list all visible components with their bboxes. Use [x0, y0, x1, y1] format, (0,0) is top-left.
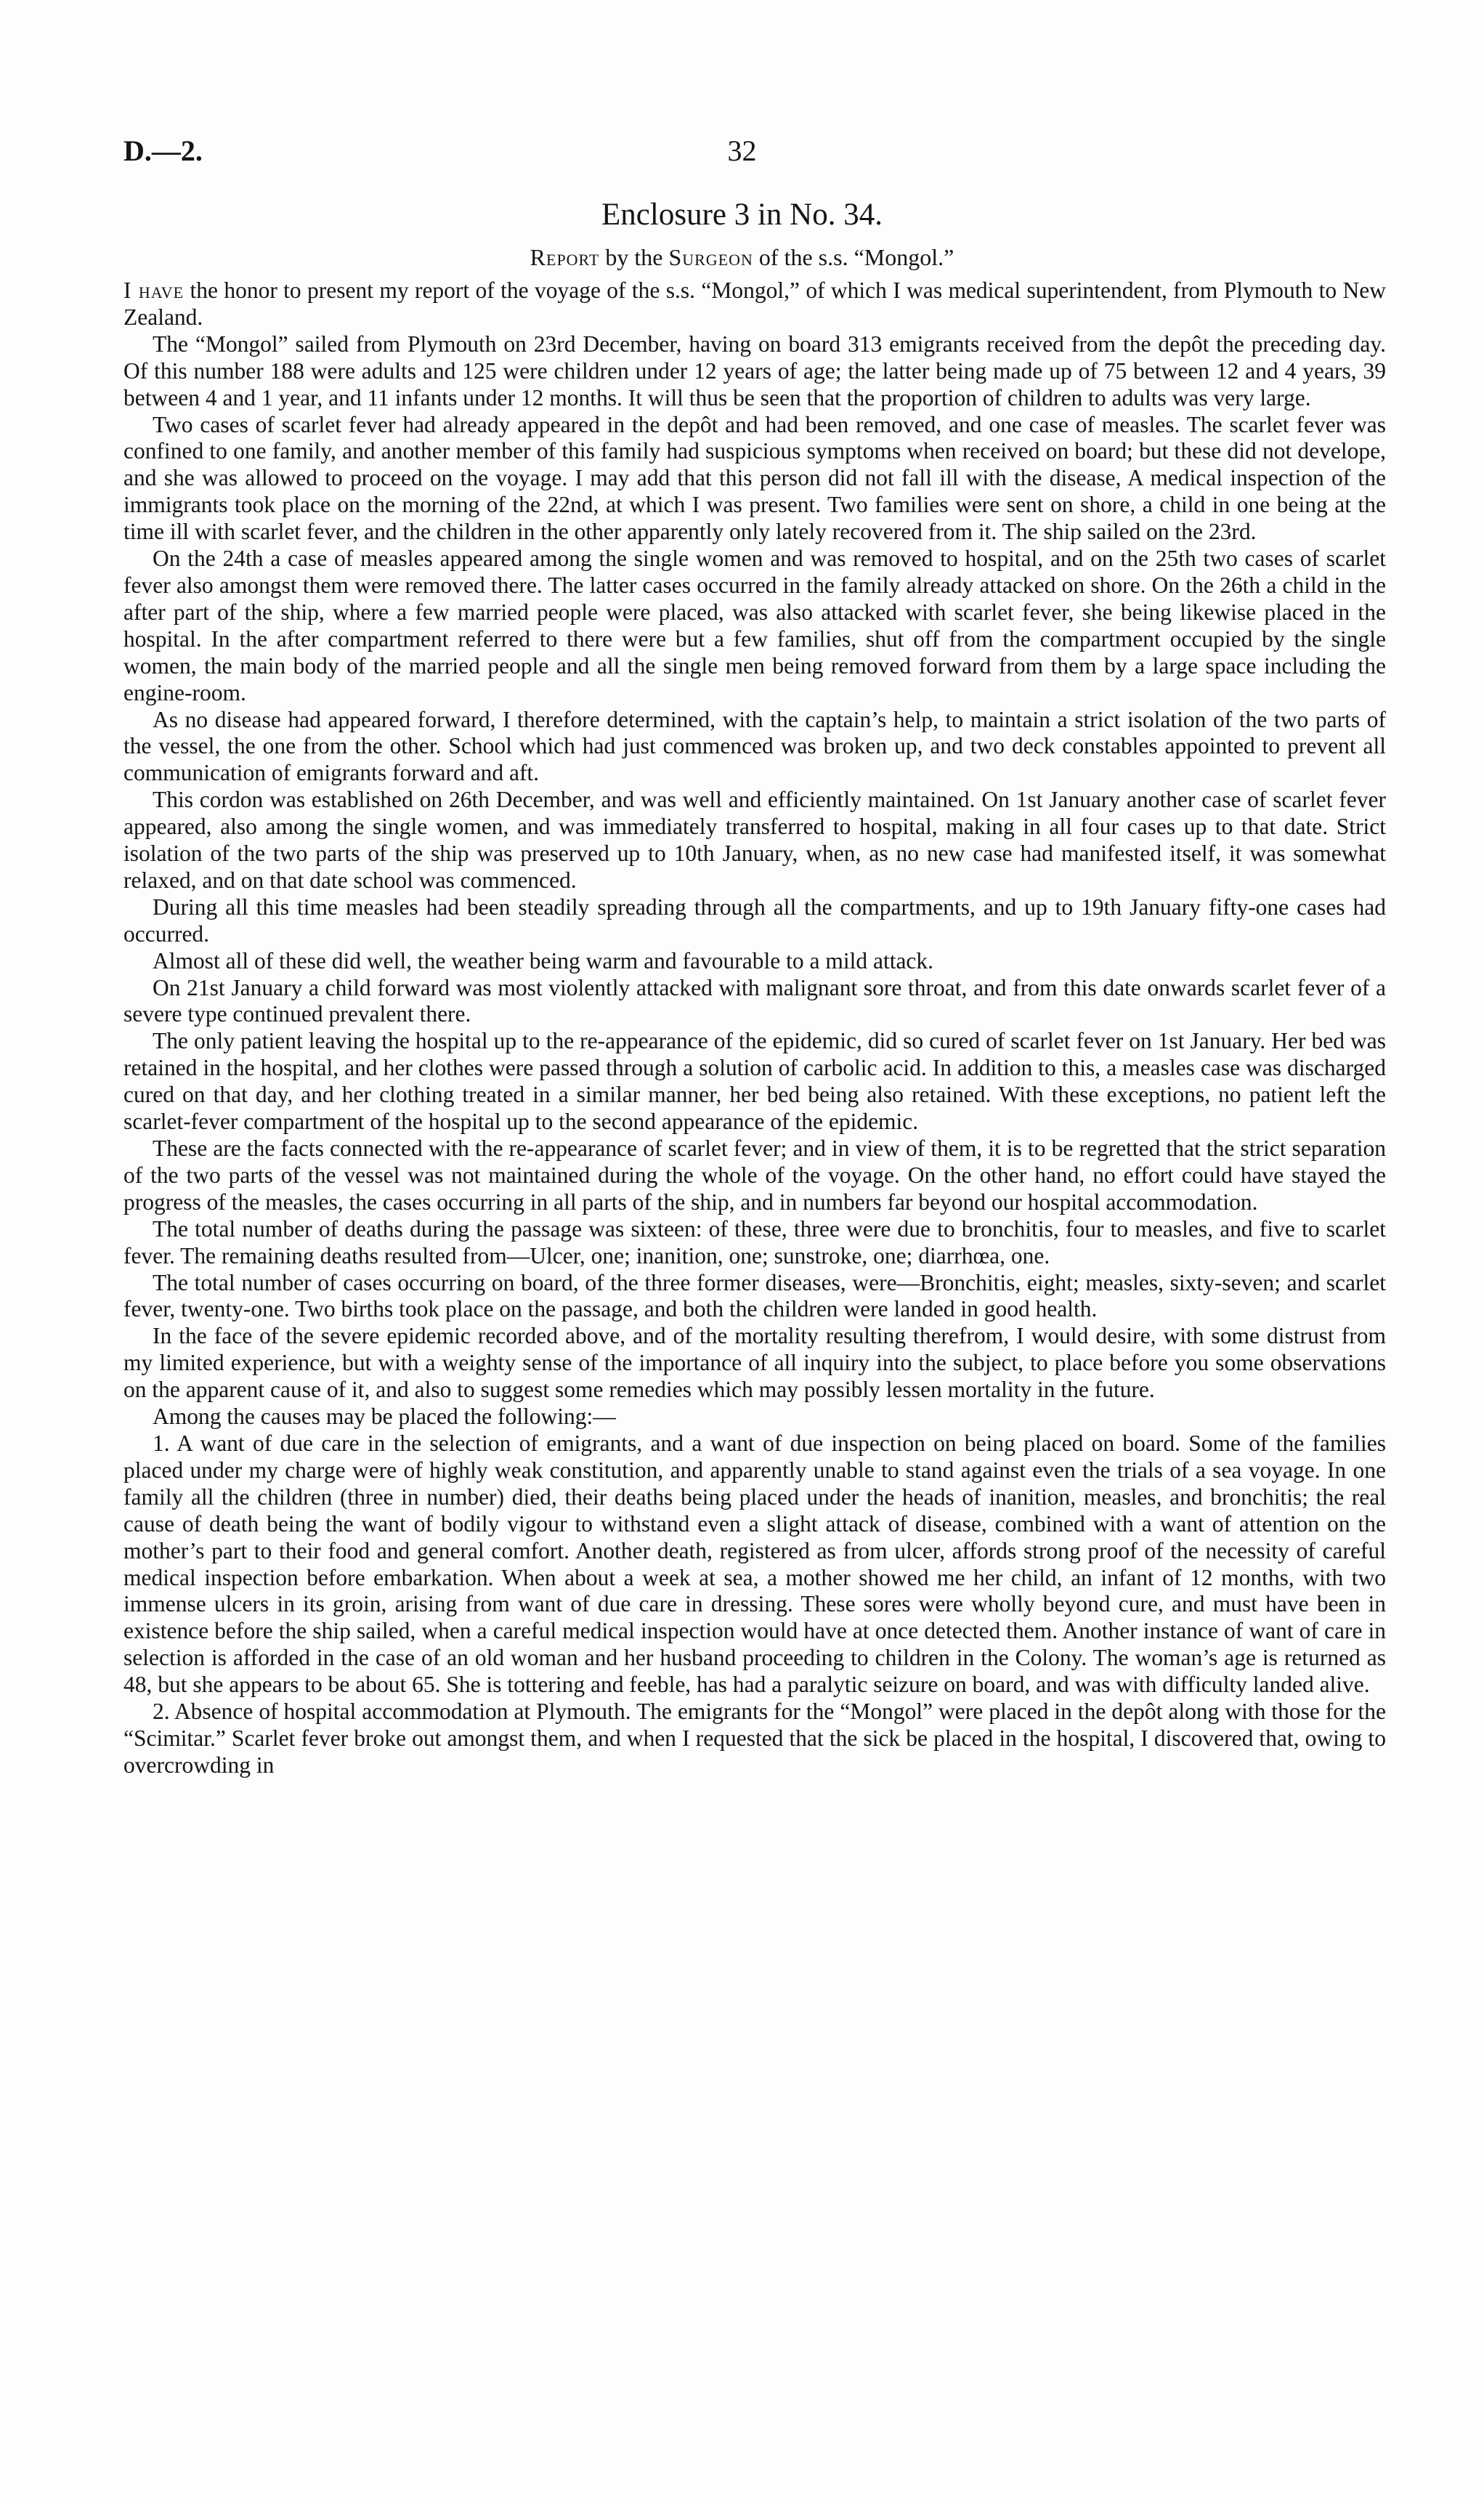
paragraph-causes: Among the causes may be placed the following:—	[153, 1404, 616, 1430]
paragraph-depot-cases: Two cases of scarlet fever had already appeared in the depôt and had been removed, and one case of measles. The scarlet fever was confined to one family, and another member of this family had suspicious symptoms when received on board; but these did not develope, and she was allowed to proceed on the voyage. I may add that this person did not fall ill with the disease, A medical inspection of the immigrants took place on the morning of the 22nd, at which I was present. Two families were sent on shore, a child in one being at the time ill with scarlet fever, and the children in the other apparently only lately recovered from it. The ship sailed on the 23rd.	[123, 411, 1386, 545]
paragraph-deaths: The total number of deaths during the passage was sixteen: of these, three were due to bronchitis, four to measles, and five to scarlet fever. The remaining deaths resulted from—Ulcer, one; inanition, one; sunstroke, one; diarrhœa, one.	[123, 1215, 1386, 1268]
paragraph-facts: These are the facts connected with the re-appearance of scarlet fever; and in view of them, it is to be regretted that the strict separation of the two parts of the vessel was not maintained during the whole of the voyage. On the other hand, no effort could have stayed the progress of the measles, the cases occurring in all parts of the ship, and in numbers far beyond our hospital accommodation.	[123, 1136, 1386, 1215]
opening-text: the honor to present my report of the voyage of the s.s. “Mongol,” of which I was medical superintendent, from Plymouth to New Zealand.	[123, 278, 1386, 330]
paragraph-isolation: As no disease had appeared forward, I therefore determined, with the captain’s help, to maintain a strict isolation of the two parts of the vessel, the one from the other. School which had just commenced was broken up, and two deck constables appointed to prevent all communication of emigrants forward and aft.	[123, 706, 1386, 786]
paragraph-epidemic: In the face of the severe epidemic recorded above, and of the mortality resulting therefrom, I would desire, with some distrust from my limited experience, but with a weighty sense of the importance of all inquiry into the subject, to place before you some observations on the apparent cause of it, and also to suggest some remedies which may possibly lessen mortality in the future.	[123, 1323, 1386, 1403]
paragraph-cases: The total number of cases occurring on board, of the three former diseases, were—Bronchitis, eight; measles, sixty-seven; and scarlet fever, twenty-one. Two births took place on the passage, and both the children were landed in good health.	[123, 1269, 1386, 1322]
paragraph-cause-1: 1. A want of due care in the selection of emigrants, and a want of due inspection on being placed on board. Some of the families placed under my charge were of highly weak constitution, and apparently unable to stand against even the trials of a sea voyage. In one family all the children (three in number) died, their deaths being placed under the heads of inanition, measles, and bronchitis; the real cause of death being the want of bodily vigour to withstand even a slight attack of disease, combined with a want of attention on the mother’s part to their food and general comfort. Another death, registered as from ulcer, affords strong proof of the necessity of careful medical inspection before embarkation. When about a week at sea, a mother showed me her child, an infant of 12 months, with two immense ulcers in its groin, arising from want of due care in dressing. These sores were wholly beyond cure, and must have been in existence before the ship sailed, when a careful medical inspection would have at once detected them. Another instance of want of care in selection is afforded in the case of an old woman and her husband proceeding to children in the Colony. The woman’s age is returned as 48, but she appears to be about 65. She is tottering and feeble, has had a paralytic seizure on board, and was with difficulty landed alive.	[123, 1430, 1386, 1698]
paragraph-measles: During all this time measles had been steadily spreading through all the compartments, and up to 19th January fifty-one cases had occurred.	[123, 894, 1386, 947]
document-reference: D.—2.	[123, 134, 203, 167]
opening-paragraph	[123, 278, 1386, 331]
paragraph-24th: On the 24th a case of measles appeared among the single women and was removed to hospital, and on the 25th two cases of scarlet fever also amongst them were removed there. The latter cases occurred in the family already attacked on shore. On the 26th a child in the after part of the ship, where a few married people were placed, was also attacked with scarlet fever, she being likewise placed in the hospital. In the after compartment referred to there were but a few families, shut off from the compartment occupied by the single women, the main body of the married people and all the single men being removed forward from them by a large space including the engine-room.	[123, 546, 1386, 705]
enclosure-title: Enclosure 3 in No. 34.	[601, 198, 883, 232]
paragraph-mild-attack: Almost all of these did well, the weather being warm and favourable to a mild attack.	[153, 947, 934, 974]
page-number: 32	[727, 134, 757, 167]
report-title-author: Surgeon	[668, 244, 753, 270]
opening-lead: I have	[123, 278, 185, 303]
report-title	[123, 241, 1361, 273]
report-title-ship: of the s.s. “Mongol.”	[758, 244, 954, 270]
paragraph-only-patient: The only patient leaving the hospital up to the re-appearance of the epidemic, did so cured of scarlet fever on 1st January. Her bed was retained in the hospital, and her clothes were passed through a solution of carbolic acid. In addition to this, a measles case was discharged cured on that day, and her clothing treated in a similar manner, her bed being also retained. With these exceptions, no patient left the scarlet-fever compartment of the hospital up to the second appearance of the epidemic.	[123, 1028, 1386, 1135]
paragraph-21st-january: On 21st January a child forward was most violently attacked with malignant sore throat, and from this date onwards scarlet fever of a severe type continued prevalent there.	[123, 974, 1386, 1027]
paragraph-sailing: The “Mongol” sailed from Plymouth on 23rd December, having on board 313 emigrants received from the depôt the preceding day. Of this number 188 were adults and 125 were children under 12 years of age; the latter being made up of 75 between 12 and 4 years, 39 between 4 and 1 year, and 11 infants under 12 months. It will thus be seen that the proportion of children to adults was very large.	[123, 331, 1386, 410]
report-title-by: by the	[605, 244, 663, 270]
report-body	[123, 278, 1386, 1779]
paragraph-cause-2: 2. Absence of hospital accommodation at Plymouth. The emigrants for the “Mongol” were placed in the depôt along with those for the “Scimitar.” Scarlet fever broke out amongst them, and when I requested that the sick be placed in the hospital, I discovered that, owing to overcrowding in	[123, 1699, 1386, 1778]
running-head	[123, 129, 1361, 173]
paragraph-cordon: This cordon was established on 26th December, and was well and efficiently maintained. On 1st January another case of scarlet fever appeared, also among the single women, and was immediately transferred to hospital, making in all four cases up to that date. Strict isolation of the two parts of the ship was preserved up to 10th January, when, as no new case had manifested itself, it was somewhat relaxed, and on that date school was commenced.	[123, 787, 1386, 893]
report-title-prefix: Report	[530, 244, 600, 270]
